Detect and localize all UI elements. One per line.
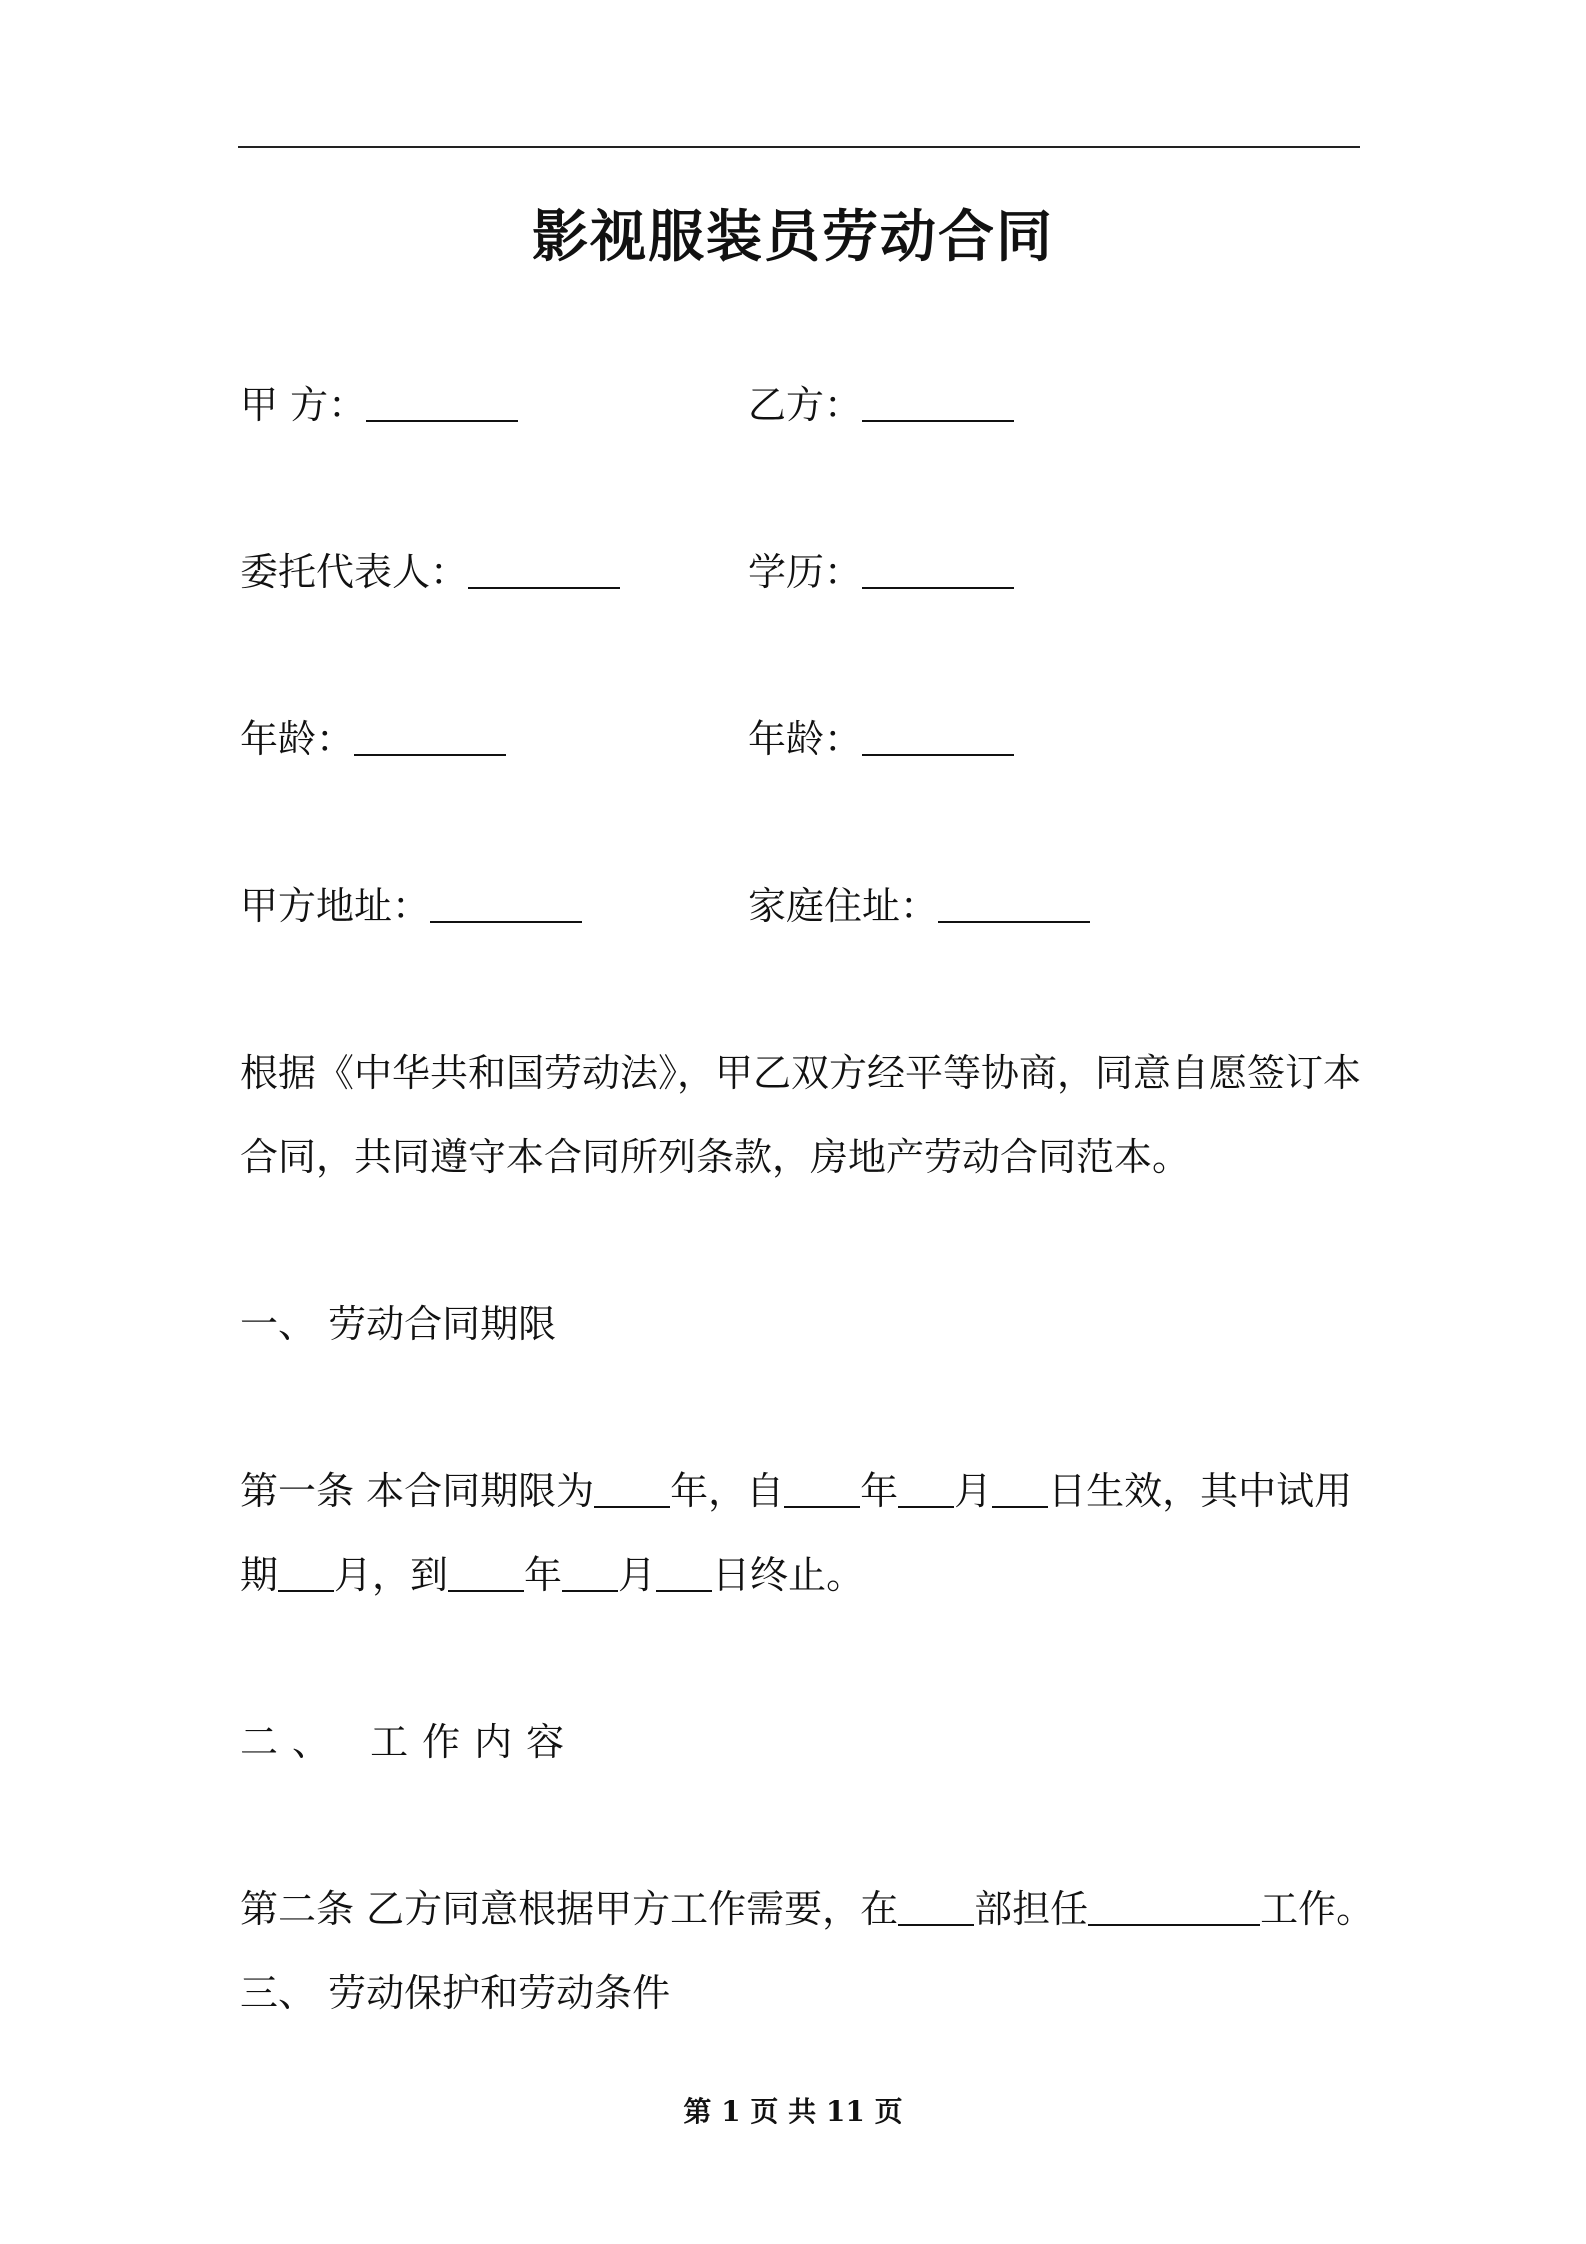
representative-blank [468, 549, 620, 589]
page-footer: 第 1 页 共 11 页 [683, 2095, 903, 2128]
start-year-blank [784, 1468, 860, 1508]
section-1-heading: 一、 劳动合同期限 [240, 1302, 557, 1346]
article-1-text: 月，到 [334, 1553, 449, 1597]
address-a-blank [430, 883, 582, 923]
age-b-blank [862, 716, 1014, 756]
department-blank [898, 1886, 974, 1926]
section-2-heading: 二、 工作内容 [240, 1720, 579, 1764]
article-2-text: 工作。 [1260, 1887, 1375, 1931]
article-1-text: 年 [524, 1553, 563, 1597]
end-month-blank [562, 1552, 618, 1592]
article-1-text: 日终止。 [712, 1553, 865, 1597]
age-a-blank [354, 716, 506, 756]
article-2-line [240, 1882, 1374, 1936]
party-a-field [240, 378, 518, 432]
probation-months-blank [278, 1552, 334, 1592]
home-address-label: 家庭住址： [748, 884, 939, 928]
home-address-field [748, 879, 1090, 933]
education-blank [862, 549, 1014, 589]
term-years-blank [594, 1468, 670, 1508]
intro-line-2: 合同，共同遵守本合同所列条款，房地产劳动合同范本。 [240, 1135, 1191, 1179]
party-b-field [748, 378, 1014, 432]
article-2-text: 部担任 [974, 1887, 1089, 1931]
header-rule [238, 146, 1360, 148]
article-2-text: 第二条 乙方同意根据甲方工作需要，在 [240, 1887, 899, 1931]
party-a-label: 甲 方： [240, 383, 367, 427]
home-address-blank [938, 883, 1090, 923]
article-1-text: 日生效，其中试用 [1048, 1469, 1353, 1513]
representative-label: 委托代表人： [240, 550, 469, 594]
article-1-text: 月 [618, 1553, 657, 1597]
start-day-blank [992, 1468, 1048, 1508]
article-1-line-1 [240, 1464, 1352, 1518]
address-a-label: 甲方地址： [240, 884, 431, 928]
education-label: 学历： [748, 550, 863, 594]
article-1-text: 期 [240, 1553, 279, 1597]
section-3-heading: 三、 劳动保护和劳动条件 [240, 1971, 671, 2015]
position-blank [1088, 1886, 1260, 1926]
article-1-text: 年 [860, 1469, 899, 1513]
start-month-blank [898, 1468, 954, 1508]
age-b-label: 年龄： [748, 717, 863, 761]
document-title: 影视服装员劳动合同 [532, 205, 1054, 270]
party-a-blank [366, 382, 518, 422]
age-b-field [748, 712, 1014, 766]
age-a-label: 年龄： [240, 717, 355, 761]
representative-field [240, 545, 620, 599]
article-1-text: 月 [954, 1469, 993, 1513]
end-day-blank [656, 1552, 712, 1592]
article-1-line-2 [240, 1548, 864, 1602]
address-a-field [240, 879, 582, 933]
article-1-text: 第一条 本合同期限为 [240, 1469, 595, 1513]
education-field [748, 545, 1014, 599]
party-b-label: 乙方： [748, 383, 863, 427]
end-year-blank [448, 1552, 524, 1592]
party-b-blank [862, 382, 1014, 422]
age-a-field [240, 712, 506, 766]
article-1-text: 年，自 [670, 1469, 785, 1513]
intro-line-1: 根据《中华共和国劳动法》，甲乙双方经平等协商，同意自愿签订本 [240, 1051, 1362, 1095]
